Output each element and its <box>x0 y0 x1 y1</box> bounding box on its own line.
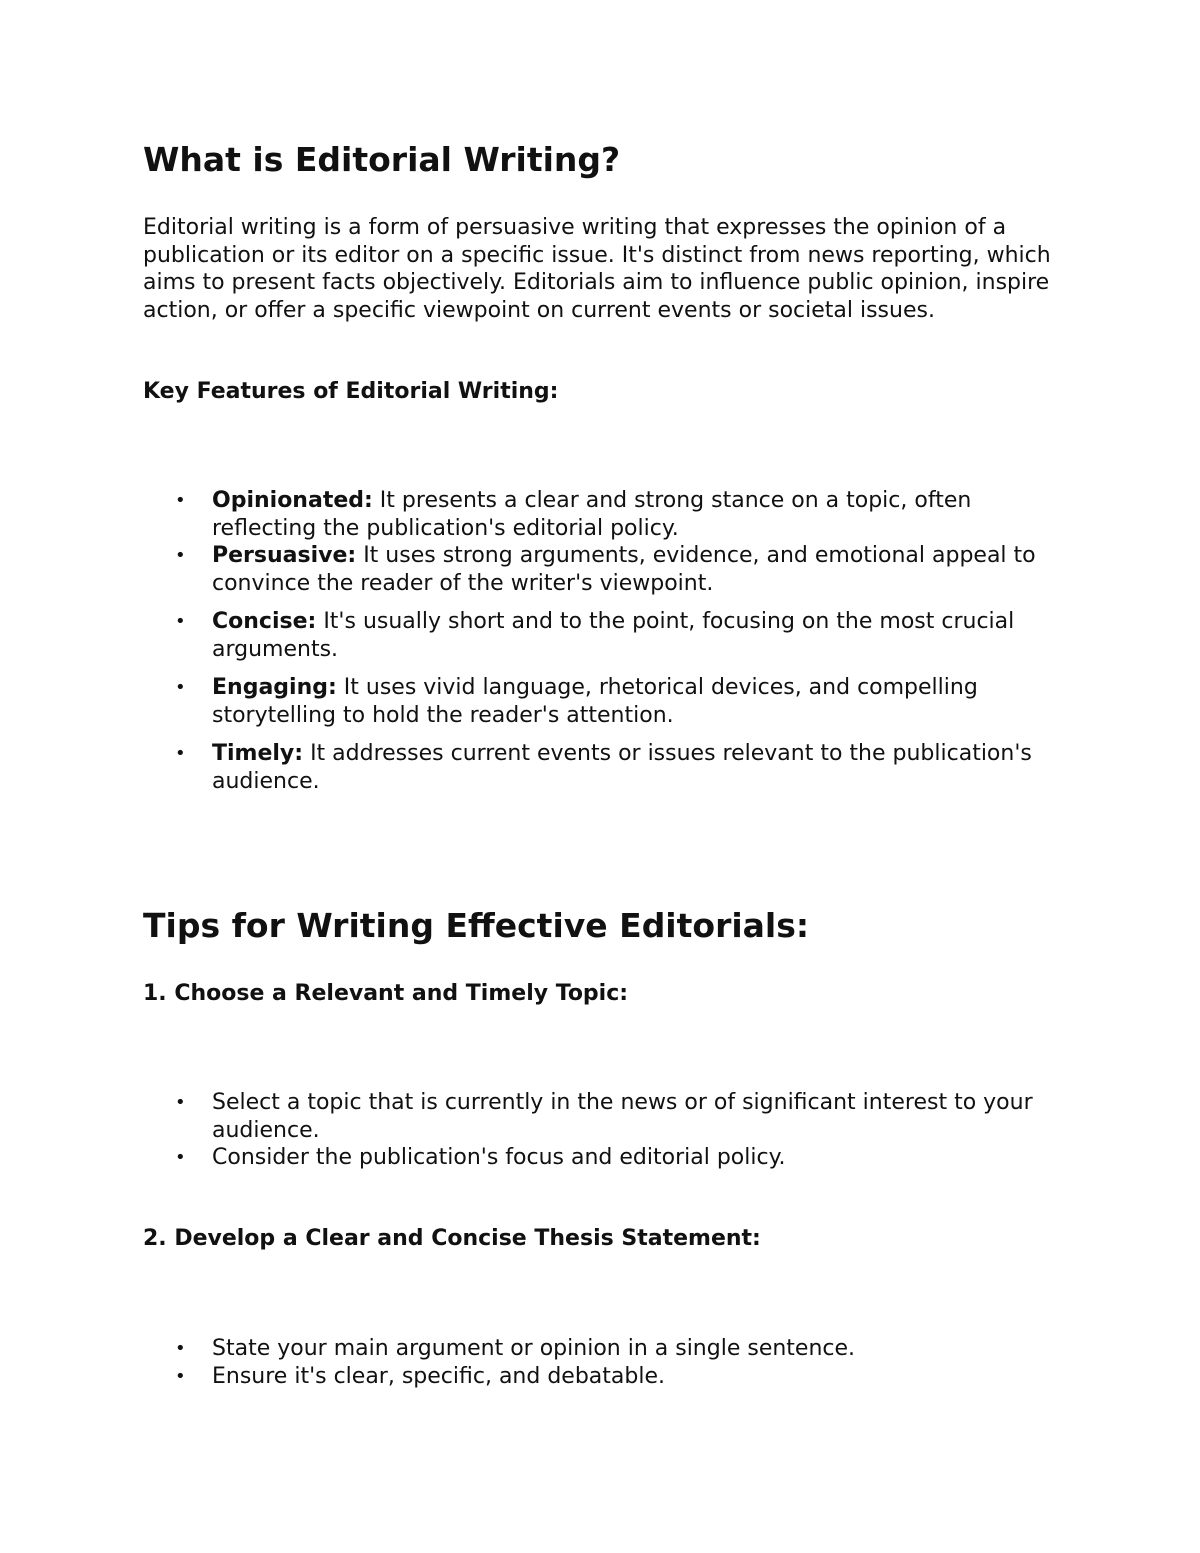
tip-text: Ensure it's clear, specific, and debatable. <box>212 1363 665 1389</box>
list-item <box>143 740 1043 795</box>
bullet-icon: • <box>175 743 186 764</box>
section-title-tips: Tips for Writing Effective Editorials: <box>143 906 810 945</box>
tip2-list <box>143 1335 1043 1390</box>
tip1-list <box>143 1089 1043 1172</box>
feature-term: Engaging: <box>212 675 337 700</box>
bullet-icon: • <box>175 611 186 632</box>
feature-text: It uses vivid language, rhetorical devices, and compelling storytelling to hold the reader's attention. <box>212 675 978 728</box>
key-features-list <box>143 487 1043 806</box>
bullet-icon: • <box>175 1092 186 1113</box>
tip-text: Consider the publication's focus and editorial policy. <box>212 1145 786 1170</box>
feature-text: It's usually short and to the point, focusing on the most crucial arguments. <box>212 609 1015 662</box>
bullet-icon: • <box>175 490 186 511</box>
bullet-icon: • <box>175 1147 186 1168</box>
feature-term: Timely: <box>212 741 304 766</box>
tip-text: State your main argument or opinion in a single sentence. <box>212 1336 856 1361</box>
tip1-heading: 1. Choose a Relevant and Timely Topic: <box>143 981 629 1006</box>
section-title-editorial-writing: What is Editorial Writing? <box>143 140 621 179</box>
bullet-icon: • <box>175 545 186 566</box>
list-item <box>143 1335 1043 1363</box>
feature-term: Concise: <box>212 609 317 634</box>
list-item <box>143 1089 1043 1144</box>
feature-text: It addresses current events or issues relevant to the publication's audience. <box>212 741 1032 794</box>
bullet-icon: • <box>175 1365 186 1387</box>
list-item <box>143 1363 1043 1391</box>
key-features-heading: Key Features of Editorial Writing: <box>143 379 559 404</box>
feature-text: It uses strong arguments, evidence, and emotional appeal to convince the reader of the writer's viewpoint. <box>212 543 1036 596</box>
list-item <box>143 542 1043 597</box>
list-item <box>143 1144 1043 1172</box>
feature-term: Persuasive: <box>212 543 357 568</box>
tip-text: Select a topic that is currently in the news or of significant interest to your audience. <box>212 1090 1033 1143</box>
list-item <box>143 608 1043 663</box>
list-item <box>143 487 1043 542</box>
tip2-heading: 2. Develop a Clear and Concise Thesis Statement: <box>143 1226 761 1251</box>
bullet-icon: • <box>175 1338 186 1359</box>
list-item <box>143 674 1043 729</box>
feature-text: It presents a clear and strong stance on a topic, often reflecting the publication's editorial policy. <box>212 488 972 541</box>
intro-paragraph: Editorial writing is a form of persuasive writing that expresses the opinion of a publication or its editor on a specific issue. It's distinct from news reporting, which aims to present facts objectively. Editorials aim to influence public opinion, inspire action, or offer a specific viewpoint on current events or societal issues. <box>143 215 1051 323</box>
feature-term: Opinionated: <box>212 488 373 513</box>
bullet-icon: • <box>175 677 186 698</box>
